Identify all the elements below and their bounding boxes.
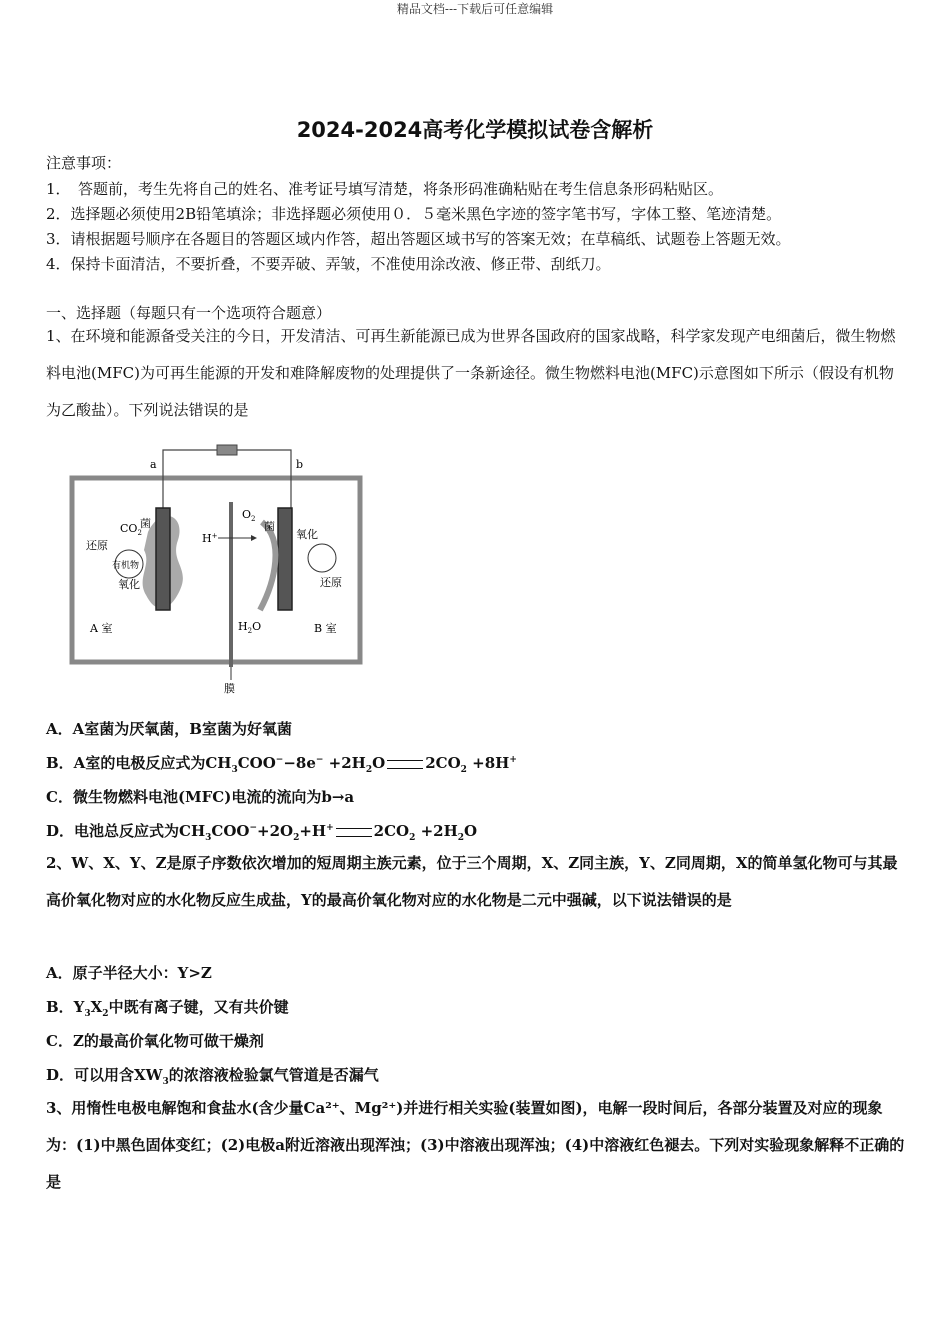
label-yanghua-right: 氧化: [296, 528, 318, 541]
label-yanghua-left: 氧化: [118, 578, 140, 591]
question-2-stem: 2、W、X、Y、Z是原子序数依次增加的短周期主族元素，位于三个周期，X、Z同主族，Y、Z同周期，X的简单氢化物可与其最高价氧化物对应的水化物反应生成盐，Y的最高价氧化物对应的水化物是二元中强碱，以下说法错误的是: [46, 854, 898, 909]
header-note: 精品文档---下载后可任意编辑: [396, 2, 554, 16]
label-a: a: [150, 458, 157, 471]
label-youjiwu: 有机物: [112, 561, 140, 571]
notice-item-2: 2．选择题必须使用2B铅笔填涂；非选择题必须使用０．５毫米黑色字迹的签字笔书写，字体工整、笔迹清楚。: [46, 205, 782, 223]
q2-option-c: C．Z的最高价氧化物可做干燥剂: [46, 1032, 264, 1050]
q1-option-d: D．电池总反应式为$CH_3COO^-+2O_2+H^+$ $2CO_2 +2H_2O$: [46, 822, 478, 843]
page-title: 2024-2024高考化学模拟试卷含解析: [296, 118, 654, 142]
notice-item-1: 1． 答题前，考生先将自己的姓名、准考证号填写清楚，将条形码准确粘贴在考生信息条形码粘贴区。: [46, 180, 724, 198]
q2-option-b: B．$Y_3X_2$中既有离子键，又有共价键: [46, 998, 289, 1019]
question-3-stem: 3、用惰性电极电解饱和食盐水(含少量Ca²⁺、Mg²⁺)并进行相关实验(装置如图)，电解一段时间后，各部分装置及对应的现象为：(1)中黑色固体变红；(2)电极a附近溶液出现浑浊；(3)中溶液出现浑浊；(4)中溶液红色褪去。下列对实验现象解释不正确的是: [46, 1099, 905, 1191]
label-hplus: H+: [202, 532, 218, 545]
notice-item-4: 4．保持卡面清洁，不要折叠，不要弄破、弄皱，不准使用涂改液、修正带、刮纸刀。: [46, 255, 611, 273]
q2-option-a: A．原子半径大小：Y>Z: [46, 964, 212, 982]
q1-option-b: B．A室的电极反应式为$CH_3COO^--8e^- +2H_2O$ $2CO_2 +8H^+$: [46, 754, 517, 775]
label-b-room: B 室: [314, 622, 337, 635]
section-heading: 一、选择题（每题只有一个选项符合题意）: [46, 304, 332, 322]
label-jun-left: 菌: [140, 517, 151, 530]
label-a-room: A 室: [90, 622, 113, 635]
q2-option-d: D．可以用含$XW_3$的浓溶液检验氯气管道是否漏气: [46, 1066, 379, 1087]
label-b: b: [296, 458, 304, 471]
label-huanyuan-left: 还原: [86, 539, 108, 552]
label-co2: $CO_2$: [120, 522, 142, 537]
label-jun-right: 菌: [264, 520, 275, 533]
mfc-diagram: [66, 440, 366, 700]
notice-heading: 注意事项：: [46, 154, 122, 172]
label-h2o: $H_2O$: [238, 620, 262, 635]
label-o2: $O_2$: [242, 508, 256, 523]
notice-item-3: 3．请根据题号顺序在各题目的答题区域内作答，超出答题区域书写的答案无效；在草稿纸、试题卷上答题无效。: [46, 230, 791, 248]
label-huanyuan-right: 还原: [320, 576, 342, 589]
q1-option-c: C．微生物燃料电池(MFC)电流的流向为b→a: [46, 788, 355, 806]
q1-option-a: A．A室菌为厌氧菌，B室菌为好氧菌: [46, 720, 292, 738]
question-1-stem: 1、在环境和能源备受关注的今日，开发清洁、可再生新能源已成为世界各国政府的国家战略，科学家发现产电细菌后，微生物燃料电池(MFC)为可再生能源的开发和难降解废物的处理提供了一条新途径。微生物燃料电池(MFC)示意图如下所示（假设有机物为乙酸盐）。下列说法错误的是: [46, 327, 896, 419]
label-mo: 膜: [224, 682, 235, 695]
